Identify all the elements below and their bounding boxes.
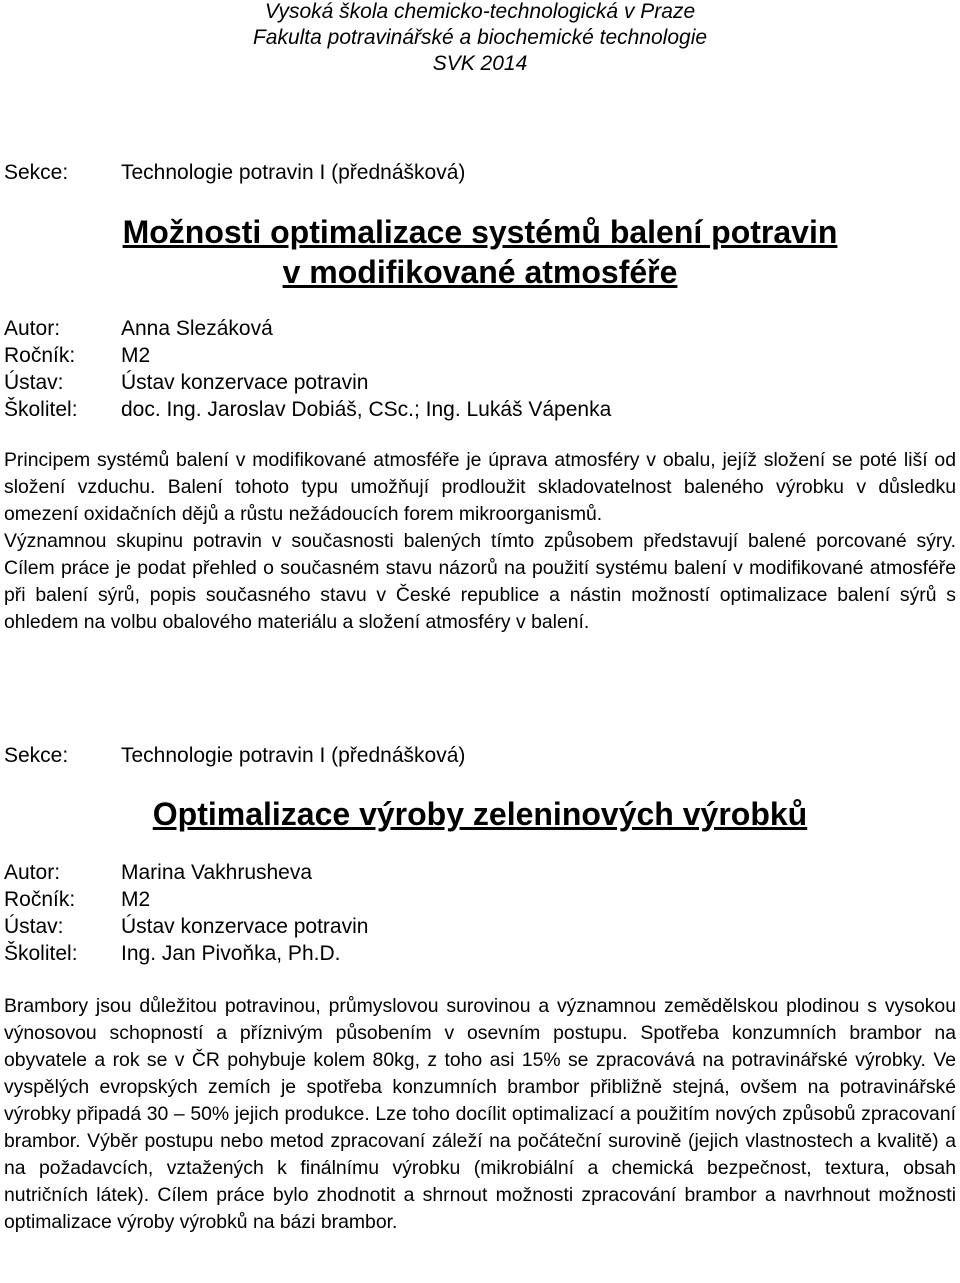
institute-row [0,369,611,396]
abstract2-section: Technologie potravin I (přednášková) [121,744,466,767]
abstract1-title-line2: v modifikované atmosféře [282,254,678,290]
section-label: Sekce: [4,161,69,184]
institute-value: Ústav konzervace potravin [121,915,369,938]
abstract1-meta [0,315,611,423]
supervisor-row [0,396,611,423]
institute-label: Ústav: [4,915,64,938]
conference-name: SVK 2014 [432,52,528,75]
abstract2-title: Optimalizace výroby zeleninových výrobků [152,796,808,832]
author-value: Anna Slezáková [121,317,273,340]
supervisor-label: Školitel: [4,398,78,421]
author-row [0,315,611,342]
abstract1-title-line1: Možnosti optimalizace systémů balení potravin [122,214,838,250]
year-row [0,886,368,913]
author-label: Autor: [4,861,61,884]
section-label: Sekce: [4,744,69,767]
abstract2-section-row [0,742,465,769]
abstract1-section-row [0,159,465,186]
year-value: M2 [121,344,151,367]
institute-value: Ústav konzervace potravin [121,371,369,394]
year-value: M2 [121,888,151,911]
abstract1-body [4,447,956,636]
abstract1-paragraph1: Principem systémů balení v modifikované atmosféře je úprava atmosféry v obalu, jejíž složení se poté liší od složení vzduchu. Balení tohoto typu umožňují prodloužit skladovatelnost baleného výrobku v důsledku omezení oxidačních dějů a růstu nežádoucích forem mikroorganismů. [4,449,956,525]
author-row [0,859,368,886]
author-label: Autor: [4,317,61,340]
supervisor-label: Školitel: [4,942,78,965]
abstract1-section: Technologie potravin I (přednášková) [121,161,466,184]
institute-label: Ústav: [4,371,64,394]
author-value: Marina Vakhrusheva [121,861,313,884]
document-header [0,0,960,77]
supervisor-value: doc. Ing. Jaroslav Dobiáš, CSc.; Ing. Lukáš Vápenka [121,398,612,421]
abstract2-body [4,993,956,1236]
supervisor-value: Ing. Jan Pivoňka, Ph.D. [121,942,341,965]
institute-row [0,913,368,940]
abstract2-meta [0,859,368,967]
abstract2-paragraph: Brambory jsou důležitou potravinou, průmyslovou surovinou a významnou zemědělskou plodinou s vysokou výnosovou schopností a příznivým působením v osevním postupu. Spotřeba konzumních brambor na obyvatele a rok se v ČR pohybuje kolem 80kg, z toho asi 15% se zpracovává na potravinářské výrobky. Ve vyspělých evropských zemích je spotřeba konzumních brambor přibližně stejná, ovšem na potravinářské výrobky připadá 30 – 50% jejich produkce. Lze toho docílit optimalizací a použitím nových způsobů zpracovaní brambor. Výběr postupu nebo metod zpracovaní záleží na počáteční surovině (jejich vlastnostech a kvalitě) a na požadavcích, vztažených k finálnímu výrobku (mikrobiální a chemická bezpečnost, textura, obsah nutričních látek). Cílem práce bylo zhodnotit a shrnout možnosti zpracování brambor a navrhnout možnosti optimalizace výroby výrobků na bázi brambor. [4,995,956,1233]
year-label: Ročník: [4,888,76,911]
supervisor-row [0,940,368,967]
year-row [0,342,611,369]
university-name: Vysoká škola chemicko-technologická v Praze [264,0,696,23]
abstract1-paragraph2: Významnou skupinu potravin v současnosti balených tímto způsobem představují balené porcované sýry. Cílem práce je podat přehled o současném stavu názorů na použití systému balení v modifikované atmosféře při balení sýrů, popis současného stavu v České republice a nástin možností optimalizace balení sýrů s ohledem na volbu obalového materiálu a složení atmosféry v balení. [4,530,956,633]
year-label: Ročník: [4,344,76,367]
faculty-name: Fakulta potravinářské a biochemické technologie [252,26,708,49]
